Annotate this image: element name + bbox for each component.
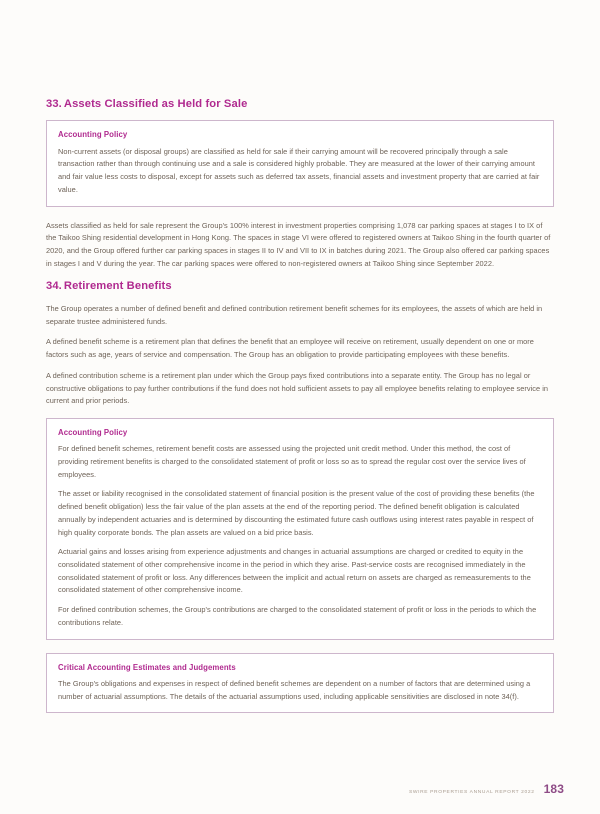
critical-estimates-title: Critical Accounting Estimates and Judgements [58,662,236,672]
accounting-policy-paragraph: Non-current assets (or disposal groups) are classified as held for sale if their carrying amount will be recovered principally through a sale transaction rather than through continuing use and a sale is considered highly probable. They are measured at the lower of their carrying amount and fair value less costs to disposal, except for assets such as deferred tax assets, financial assets and investment property that are carried at fair value. [58,146,540,194]
footer-report-label: SWIRE PROPERTIES ANNUAL REPORT 2022 [408,790,535,795]
page-footer [409,782,564,796]
accounting-policy-title-34: Accounting Policy [58,428,128,438]
critical-estimates-box-34 [46,653,554,714]
section-heading-34 [46,280,554,293]
accounting-policy-title-33: Accounting Policy [58,130,128,140]
critical-estimates-paragraph: The Group's obligations and expenses in respect of defined benefit schemes are dependent on a number of factors that are determined using a number of actuarial assumptions. The details of the actuarial assumptions used, including applicable sensitivities are disclosed in note 34(f). [58,678,531,701]
section-title-33: Assets Classified as Held for Sale [63,98,248,110]
section-number-33: 33. [46,98,62,110]
page-content [46,98,554,727]
body-paragraph: Assets classified as held for sale represent the Group's 100% interest in investment properties comprising 1,078 car parking spaces at stages I to IX of the Taikoo Shing residential development in Hong Kong. The spaces in stage VI were offered to registered owners at Taikoo Shing in the fourth quarter of 2020, and the Group offered further car parking spaces in stages II to IV and VII to IX in batches during 2021. The Group also offered car parking spaces in stages I and V during the year. The car parking spaces were offered to non-registered owners at Taikoo Shing since September 2022. [46,220,551,268]
body-paragraph: The Group operates a number of defined benefit and defined contribution retirement benefit schemes for its employees, the assets of which are held in separate trustee administered funds. [46,303,543,326]
accounting-policy-paragraph: The asset or liability recognised in the consolidated statement of financial position is the present value of the cost of providing these benefits (the defined benefit obligation) less the fair value of the plan assets at the end of the reporting period. The defined benefit obligation is calculated annually by independent actuaries and is determined by discounting the estimated future cash outflows using interest rates payable in respect of high quality corporate bonds. The plan assets are valued on a bid price basis. [58,489,535,537]
accounting-policy-paragraph: For defined contribution schemes, the Group's contributions are charged to the consolidated statement of profit or loss in the periods to which the contributions relate. [58,605,537,627]
footer-page-number: 183 [543,782,564,796]
section-heading-33 [46,98,554,111]
accounting-policy-box-33 [46,120,554,206]
body-paragraph: A defined contribution scheme is a retirement plan under which the Group pays fixed contributions into a separate entity. The Group has no legal or constructive obligations to pay further contributions if the fund does not hold sufficient assets to pay all employee benefits relating to employee service in current and prior periods. [46,370,549,406]
body-paragraph: A defined benefit scheme is a retirement plan that defines the benefit that an employee will receive on retirement, usually dependent on one or more factors such as age, years of service and compensation. The Group has an obligation to provide participating employees with these benefits. [46,337,534,360]
section-34-body [46,303,554,408]
accounting-policy-paragraph: For defined benefit schemes, retirement benefit costs are assessed using the projected unit credit method. Under this method, the cost of providing retirement benefits is charged to the consolidated statement of profit or loss so as to spread the regular cost over the service lives of employees. [58,444,526,479]
accounting-policy-box-34 [46,418,554,640]
section-number-34: 34. [46,280,62,293]
accounting-policy-paragraph: Actuarial gains and losses arising from experience adjustments and changes in actuarial assumptions are charged or credited to equity in the consolidated statement of other comprehensive income in the period in which they arise. Past-service costs are recognised immediately in the consolidated statement of profit or loss. Any differences between the implicit and actual return on assets are charged as remeasurements to the consolidated statement of other comprehensive income. [58,547,531,595]
section-title-34: Retirement Benefits [63,280,172,293]
section-33-body [46,220,554,271]
